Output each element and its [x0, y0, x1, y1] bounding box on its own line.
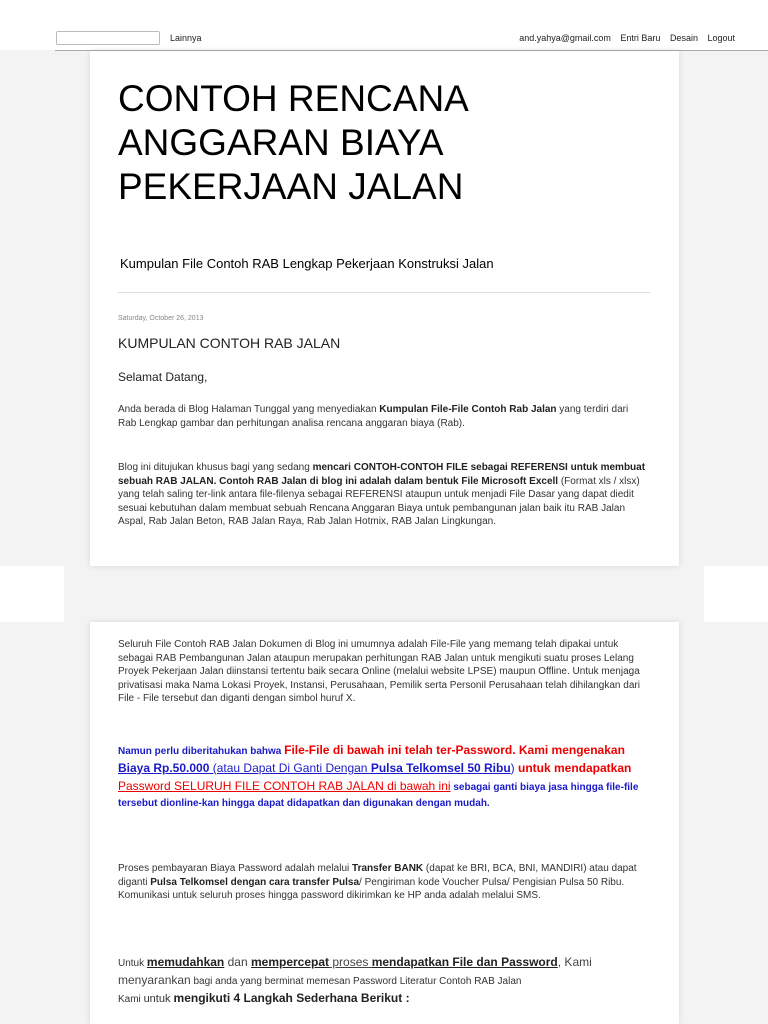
- post-title[interactable]: KUMPULAN CONTOH RAB JALAN: [118, 335, 341, 351]
- files-paragraph: Seluruh File Contoh RAB Jalan Dokumen di Blog ini umumnya adalah File-File yang memang telah dipakai untuk sebagai RAB Pembangunan Jalan ataupun merupakan perhitungan RAB Jalan untuk mengikuti suatu proses Lelang Proyek Pekerjaan Jalan diinstansi tertentu baik secara Online (melalui website LPSE) maupun Offline. Untuk menjaga privatisasi maka Nama Lokasi Proyek, Instansi, Perusahaan, Pemilik serta Personil Perusahaan telah dihilangkan dari File - File tersebut dan diganti dengan simbol huruf X.: [118, 639, 640, 704]
- text-span: / Pengiriman kode Voucher Pulsa/ Pengisian Pulsa 50 Ribu.: [359, 876, 625, 888]
- page-gap-right: [704, 566, 768, 622]
- text-span: Proses pembayaran Biaya Password adalah melalui: [118, 863, 353, 874]
- page-gap-left: [0, 566, 64, 622]
- post-date: Saturday, October 26, 2013: [118, 315, 204, 322]
- text-span: (atau Dapat Di Ganti Dengan: [209, 761, 371, 775]
- text-bold: mencari CONTOH-CONTOH FILE sebagai REFERENSI untuk membuat sebuah RAB JALAN. Contoh RAB Jalan di blog ini adalah dalam bentuk File Microsoft Excell: [118, 462, 646, 487]
- text-bold: Pulsa Telkomsel dengan cara transfer Pulsa: [150, 876, 360, 888]
- document-page-1: [90, 51, 679, 566]
- text-span: (Format xls / xlsx) yang telah saling ter-link antara file-filenya sebagai REFERENSI ataupun untuk menjadi File Dasar yang dapat diedit sesuai kebutuhan dalam membuat sebuah Rencana Anggaran Biaya untuk pembangunan jalan baik itu RAB Jalan Aspal, Rab Jalan Beton, RAB Jalan Raya, Rab Jalan Hotmix, RAB Jalan Lingkungan.: [118, 475, 640, 527]
- text-bold: mempercepat: [250, 955, 330, 969]
- text-span: Kami: [118, 994, 144, 1005]
- intro-paragraph: [118, 403, 648, 430]
- text-bold: mengikuti 4 Langkah Sederhana Berikut :: [173, 991, 410, 1005]
- header-divider: [118, 292, 650, 293]
- search-input[interactable]: [56, 31, 160, 45]
- document-page-2: [90, 622, 679, 1024]
- text-span: untuk mendapatkan: [514, 761, 632, 775]
- text-span: dan: [224, 955, 251, 969]
- top-navbar: [0, 0, 768, 50]
- text-span: , Kami menyarankan: [118, 955, 592, 987]
- text-span: proses: [329, 955, 372, 969]
- text-bold: mendapatkan File dan Password: [371, 955, 558, 969]
- text-span: Blog ini ditujukan khusus bagi yang sedang: [118, 462, 313, 473]
- text-span: Namun perlu diberitahukan bahwa: [118, 746, 285, 757]
- blog-title[interactable]: CONTOH RENCANA ANGGARAN BIAYA PEKERJAAN JALAN: [118, 78, 467, 207]
- welcome-text: Selamat Datang,: [118, 370, 208, 384]
- purpose-paragraph: [118, 461, 648, 529]
- password-notice: [118, 742, 648, 812]
- payment-paragraph: [118, 862, 648, 903]
- text-bold: Transfer BANK: [352, 863, 424, 874]
- text-span: ): [510, 761, 515, 775]
- logout-link[interactable]: Logout: [707, 33, 735, 43]
- pulsa-link[interactable]: Pulsa Telkomsel 50 Ribu: [370, 761, 511, 775]
- text-span: yang terdiri dari Rab Lengkap gambar dan perhitungan analisa rencana anggaran biaya (Rab).: [118, 404, 629, 429]
- text-span: Anda berada di Blog Halaman Tunggal yang menyediakan: [118, 404, 380, 415]
- text-span: File-File di bawah ini telah ter-Password. Kami mengenakan: [284, 743, 625, 757]
- steps-paragraph: [118, 954, 648, 1008]
- text-span: sebagai ganti biaya jasa hingga file-file tersebut dionline-kan hingga dapat didapatkan dan digunakan dengan mudah.: [118, 782, 639, 809]
- user-email[interactable]: and.yahya@gmail.com: [519, 33, 611, 43]
- nav-more-link[interactable]: Lainnya: [170, 33, 202, 43]
- design-link[interactable]: Desain: [669, 33, 698, 43]
- text-span: Untuk: [118, 958, 147, 969]
- text-span: untuk: [143, 993, 174, 1005]
- text-bold: memudahkan: [146, 955, 225, 969]
- blog-description: Kumpulan File Contoh RAB Lengkap Pekerjaan Konstruksi Jalan: [120, 256, 494, 271]
- text-span: (dapat ke BRI, BCA, BNI, MANDIRI) atau dapat diganti: [118, 863, 637, 888]
- password-link[interactable]: Password SELURUH FILE CONTOH RAB JALAN di bawah ini: [118, 779, 451, 793]
- text-span: Komunikasi untuk seluruh proses hingga password dikirimkan ke HP anda adalah melalui SMS.: [118, 890, 541, 901]
- text-bold: Kumpulan File-File Contoh Rab Jalan: [379, 404, 557, 415]
- price-link[interactable]: Biaya Rp.50.000: [118, 761, 210, 775]
- nav-user-links: [512, 33, 735, 43]
- new-entry-link[interactable]: Entri Baru: [620, 33, 661, 43]
- text-span: bagi anda yang berminat memesan Password Literatur Contoh RAB Jalan: [190, 976, 522, 987]
